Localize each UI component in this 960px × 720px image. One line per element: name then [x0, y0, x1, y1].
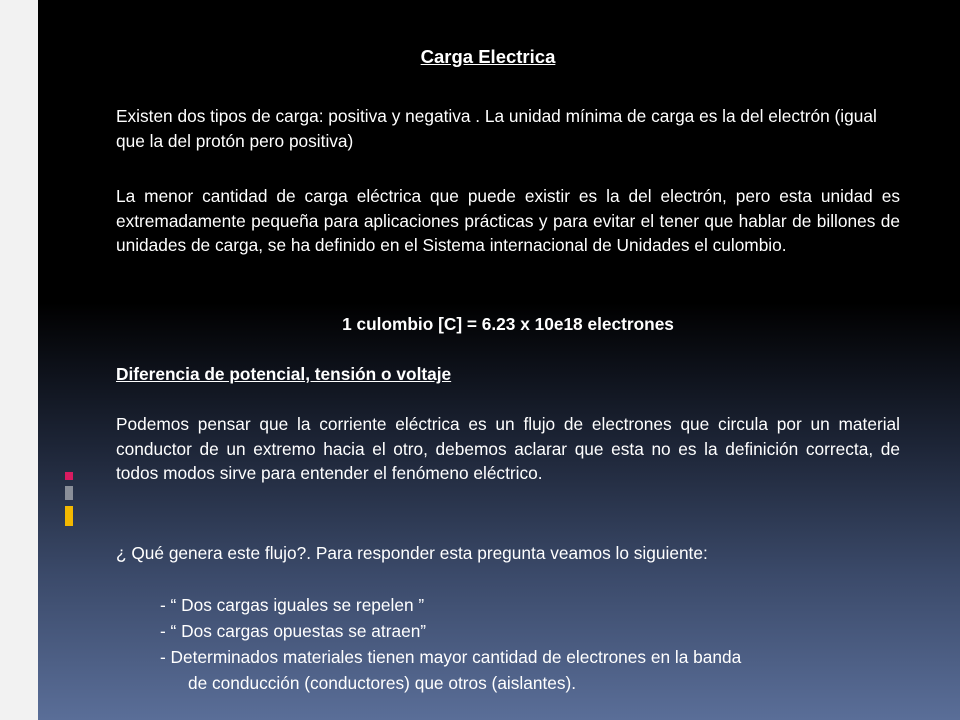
bullet-item: - “ Dos cargas opuestas se atraen” [160, 621, 427, 641]
accent-block-gray [65, 486, 73, 500]
formula-culombio: 1 culombio [C] = 6.23 x 10e18 electrones [342, 314, 674, 334]
question-line: ¿ Qué genera este flujo?. Para responder esta pregunta veamos lo siguiente: [116, 543, 708, 563]
paragraph-culombio: La menor cantidad de carga eléctrica que puede existir es la del electrón, pero esta unidad es extremadamente pequeña para aplicaciones prácticas y para evitar el tener que hablar de billones de unidades de carga, se ha definido en el Sistema internacional de Unidades el culombio. [116, 186, 900, 255]
paragraph-carga-tipos: Existen dos tipos de carga: positiva y negativa . La unidad mínima de carga es la del electrón (igual que la del protón pero positiva) [116, 106, 877, 151]
section-heading-voltaje: Diferencia de potencial, tensión o voltaje [116, 364, 452, 384]
accent-block-pink [65, 472, 73, 480]
bullet-item-continuation: de conducción (conductores) que otros (aislantes). [188, 673, 577, 693]
paragraph-corriente: Podemos pensar que la corriente eléctrica es un flujo de electrones que circula por un material conductor de un extremo hacia el otro, debemos aclarar que esta no es la definición correcta, de todos modos sirve para entender el fenómeno eléctrico. [116, 414, 900, 483]
accent-block-yellow [65, 506, 73, 526]
bullet-item: - “ Dos cargas iguales se repelen ” [160, 595, 425, 615]
slide-title: Carga Electrica [420, 46, 556, 67]
left-margin-strip [0, 0, 38, 720]
bullet-item: - Determinados materiales tienen mayor cantidad de electrones en la banda [160, 647, 742, 667]
